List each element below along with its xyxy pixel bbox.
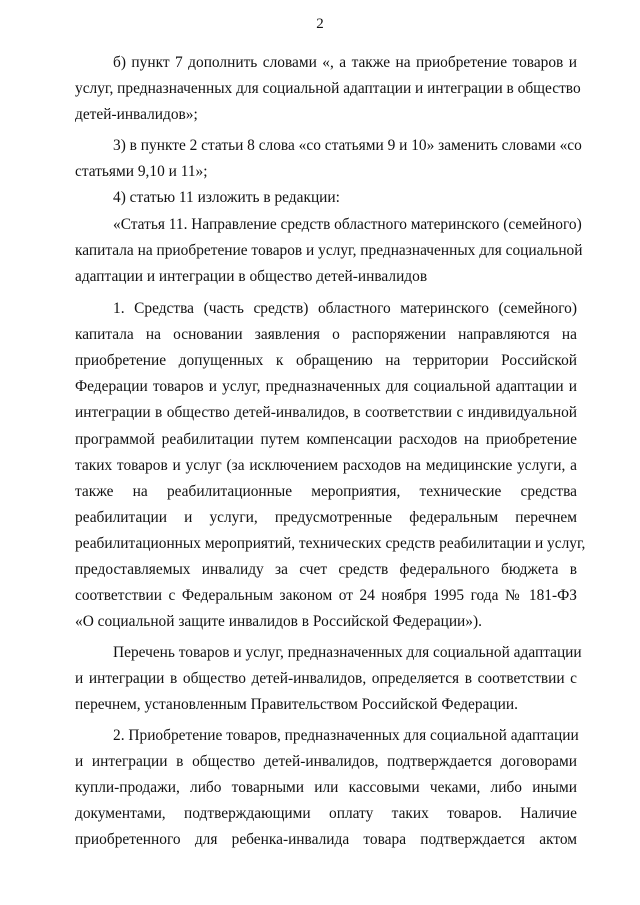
text-line: документами, подтверждающими оплату таких товаров. Наличие [75,805,577,822]
text-line: предоставляемых инвалиду за счет средств федерального бюджета в [75,561,577,578]
text-line: «О социальной защите инвалидов в Российской Федерации»). [75,613,482,630]
text-line: Перечень товаров и услуг, предназначенных для социальной адаптации [113,644,582,661]
text-line: «Статья 11. Направление средств областного материнского (семейного) [113,216,582,233]
text-line: 1. Средства (часть средств) областного материнского (семейного) [113,300,577,317]
text-line: приобретенного для ребенка-инвалида товара подтверждается актом [75,831,577,848]
text-line: приобретение допущенных к обращению на территории Российской [75,352,577,369]
text-line: Федерации товаров и услуг, предназначенных для социальной адаптации и [75,378,577,395]
text-line: и интеграции в общество детей-инвалидов, подтверждается договорами [75,753,577,770]
text-line: также на реабилитационные мероприятия, технические средства [75,483,577,500]
text-line: реабилитации и услуги, предусмотренные федеральным перечнем [75,509,577,526]
text-line: 2. Приобретение товаров, предназначенных для социальной адаптации [113,727,579,744]
text-line: соответствии с Федеральным законом от 24 ноября 1995 года № 181-ФЗ [75,587,577,604]
text-line: статьями 9,10 и 11»; [75,163,208,180]
text-line: 3) в пункте 2 статьи 8 слова «со статьями 9 и 10» заменить словами «со [113,137,582,154]
text-line: реабилитационных мероприятий, технических средств реабилитации и услуг, [75,535,586,552]
text-line: и интеграции в общество детей-инвалидов, определяется в соответствии с [75,670,577,687]
page-number: 2 [316,16,324,32]
text-line: программой реабилитации путем компенсации расходов на приобретение [75,431,577,448]
text-line: б) пункт 7 дополнить словами «, а также на приобретение товаров и [113,54,577,71]
text-line: перечнем, установленным Правительством Российской Федерации. [75,696,518,713]
text-line: интеграции в общество детей-инвалидов, в соответствии с индивидуальной [75,404,577,421]
text-line: таких товаров и услуг (за исключением расходов на медицинские услуги, а [75,457,577,474]
text-line: 4) статью 11 изложить в редакции: [113,189,340,206]
text-line: капитала на основании заявления о распоряжении направляются на [75,326,577,343]
text-line: детей-инвалидов»; [75,106,198,123]
text-line: услуг, предназначенных для социальной адаптации и интеграции в общество [75,80,581,97]
text-line: адаптации и интеграции в общество детей-инвалидов [75,268,428,285]
text-line: купли-продажи, либо товарными или кассовыми чеками, либо иными [75,779,577,796]
text-line: капитала на приобретение товаров и услуг, предназначенных для социальной [75,242,583,259]
